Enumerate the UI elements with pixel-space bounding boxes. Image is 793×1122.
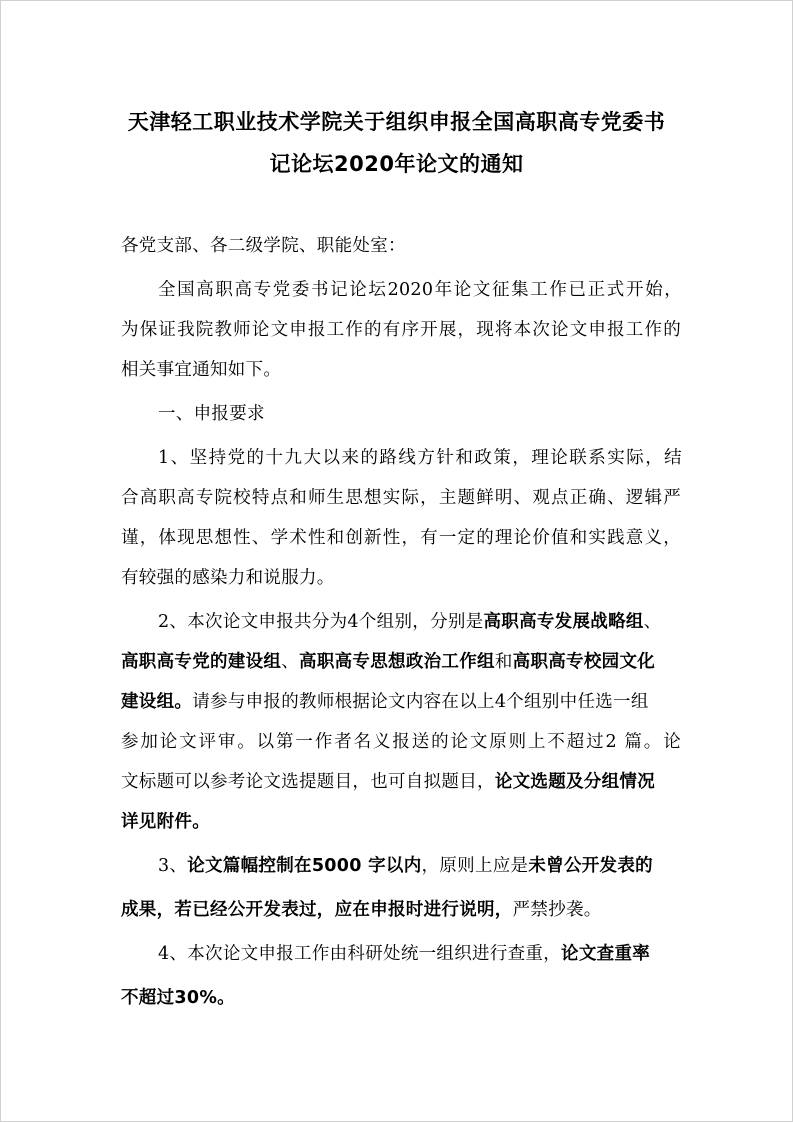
item3-line-2 bbox=[121, 896, 681, 921]
item3-text: 3、 bbox=[158, 856, 188, 876]
item2-line-4: 参加论文评审。以第一作者名义报送的论文原则上不超过2 篇。论 bbox=[121, 732, 681, 752]
emphasis-text: 论文查重率 bbox=[561, 944, 651, 964]
item4-line-2 bbox=[121, 984, 681, 1009]
item1-line-1: 1、坚持党的十九大以来的路线方针和政策，理论联系实际，结 bbox=[158, 448, 682, 468]
intro-line-1: 全国高职高专党委书记论坛2020年论文征集工作已正式开始， bbox=[158, 280, 682, 300]
item3-line-1 bbox=[158, 852, 718, 877]
intro-line-3: 相关事宜通知如下。 bbox=[121, 360, 282, 380]
emphasis-text: 详见附件。 bbox=[121, 812, 210, 832]
document-title-line-1: 天津轻工职业技术学院关于组织申报全国高职高专党委书 bbox=[127, 110, 666, 134]
intro-line-2: 为保证我院教师论文申报工作的有序开展，现将本次论文申报工作的 bbox=[121, 320, 681, 340]
emphasis-text: 成果，若已经公开发表过，应在申报时进行说明， bbox=[121, 900, 513, 920]
group-name: 高职高专校园文化 bbox=[512, 652, 656, 672]
item2-line-2 bbox=[121, 648, 681, 673]
group-name: 高职高专党的建设组 bbox=[121, 652, 282, 672]
item3-text: 严禁抄袭。 bbox=[512, 900, 602, 920]
item2-line-3 bbox=[121, 688, 681, 713]
item2-line-5 bbox=[121, 768, 681, 793]
item2-line-6 bbox=[121, 808, 681, 833]
item2-text: 、 bbox=[643, 612, 662, 632]
document-title-line-2: 记论坛2020年论文的通知 bbox=[269, 152, 524, 176]
group-name: 建设组 bbox=[121, 692, 175, 712]
item2-text: 2、本次论文申报共分为4个组别，分别是 bbox=[158, 612, 484, 632]
item4-line-1 bbox=[158, 940, 718, 965]
emphasis-text: 不超过30%。 bbox=[121, 988, 235, 1008]
group-name: 高职高专思想政治工作组 bbox=[299, 652, 495, 672]
item2-text: 文标题可以参考论文选提题目，也可自拟题目， bbox=[121, 772, 495, 792]
item3-text: ，原则上应是 bbox=[421, 856, 529, 876]
item2-text: 和 bbox=[494, 652, 513, 672]
item1-line-4: 有较强的感染力和说服力。 bbox=[121, 568, 335, 588]
emphasis-text: 论文篇幅控制在5000 字以内 bbox=[187, 856, 422, 876]
item1-line-3: 谨，体现思想性、学术性和创新性，有一定的理论价值和实践意义， bbox=[121, 528, 681, 548]
group-name: 高职高专发展战略组 bbox=[483, 612, 644, 632]
item2-text: 。 bbox=[174, 692, 193, 712]
salutation: 各党支部、各二级学院、职能处室： bbox=[121, 236, 406, 256]
item1-line-2: 合高职高专院校特点和师生思想实际，主题鲜明、观点正确、逻辑严 bbox=[121, 488, 681, 508]
section-heading: 一、申报要求 bbox=[158, 404, 265, 424]
item2-text: 请参与申报的教师根据论文内容在以上4个组别中任选一组 bbox=[192, 692, 649, 712]
emphasis-text: 论文选题及分组情况 bbox=[494, 772, 656, 792]
item2-line-1 bbox=[158, 608, 718, 633]
emphasis-text: 未曾公开发表的 bbox=[528, 856, 653, 876]
item2-text: 、 bbox=[281, 652, 300, 672]
item4-text: 4、本次论文申报工作由科研处统一组织进行查重， bbox=[158, 944, 562, 964]
